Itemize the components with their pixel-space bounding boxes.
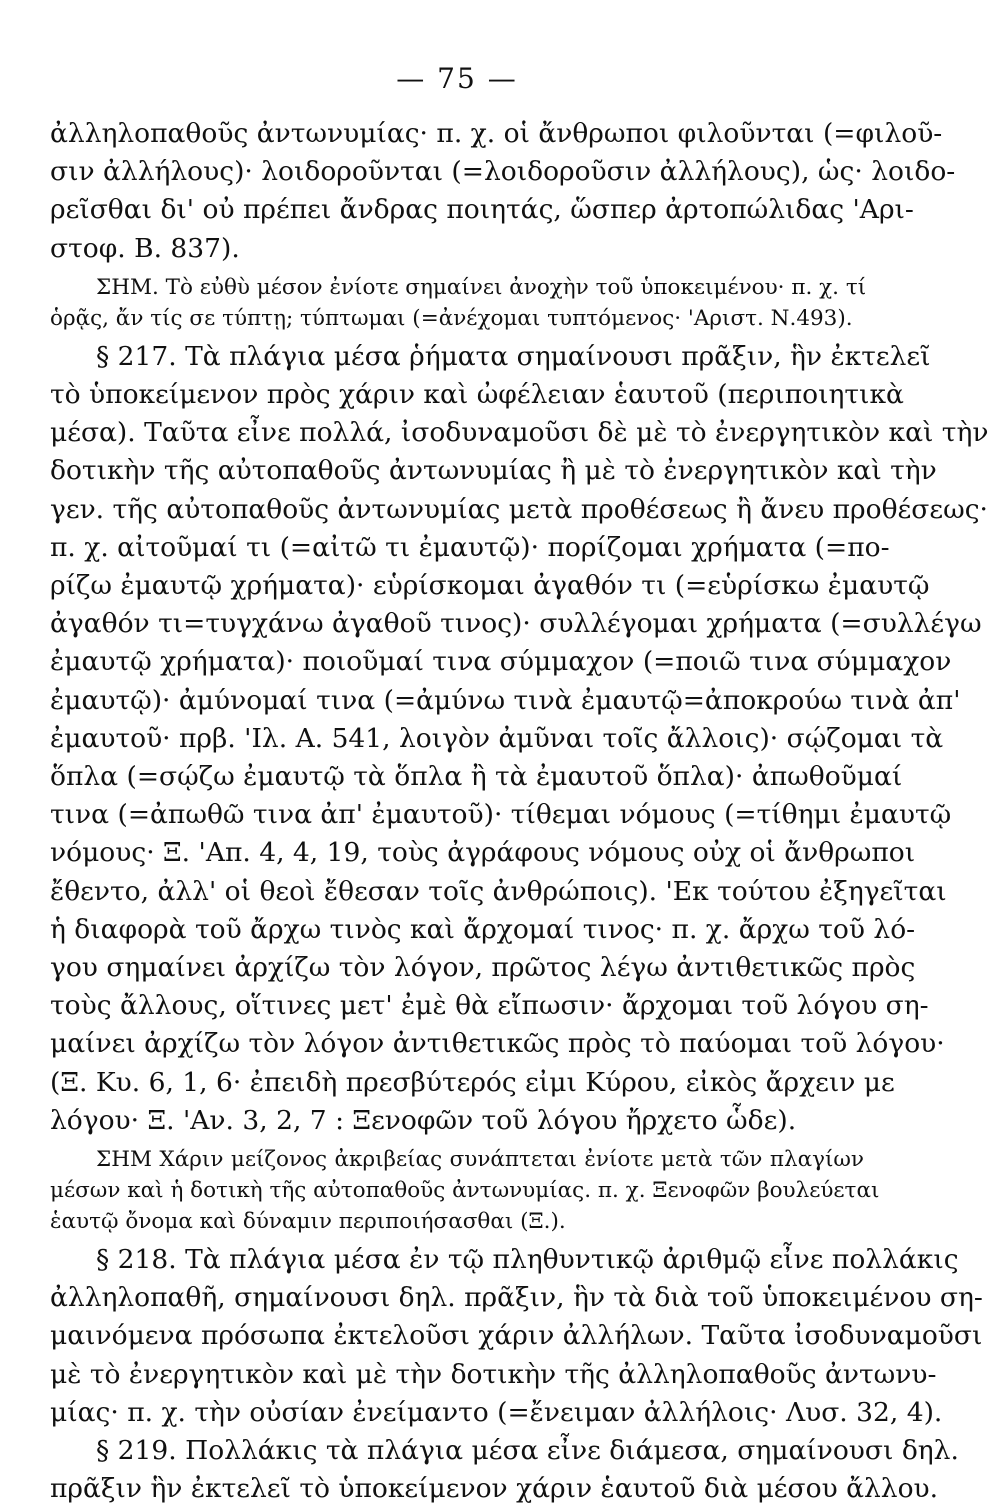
note-anochi	[50, 272, 867, 334]
text-line: ἐμαυτῷ)· ἀμύνομαί τινα (=ἀμύνω τινὰ ἐμαυτῷ=ἀποκρούω τινὰ ἀπ'	[50, 684, 961, 716]
text-line: μαινόμενα πρόσωπα ἐκτελοῦσι χάριν ἀλλήλων. Ταῦτα ἰσοδυναμοῦσι	[50, 1320, 983, 1352]
text-line: ρίζω ἐμαυτῷ χρήματα)· εὑρίσκομαι ἀγαθόν τι (=εὑρίσκω ἐμαυτῷ	[50, 570, 930, 602]
note-dotiki	[50, 1144, 880, 1237]
section-219	[50, 1432, 959, 1508]
text-line: § 219. Πολλάκις τὰ πλάγια μέσα εἶνε διάμεσα, σημαίνουσι δηλ.	[96, 1435, 959, 1467]
text-line: § 218. Τὰ πλάγια μέσα ἐν τῷ πληθυντικῷ ἀριθμῷ εἶνε πολλάκις	[96, 1244, 959, 1276]
text-line: στοφ. Β. 837).	[50, 232, 240, 264]
text-line: σιν ἀλλήλους)· λοιδοροῦνται (=λοιδοροῦσιν ἀλλήλους), ὡς· λοιδο-	[50, 156, 956, 188]
paragraph-continuation	[50, 115, 956, 268]
text-line: ἐμαυτοῦ· πρβ. 'Ιλ. Α. 541, λοιγὸν ἀμῦναι τοῖς ἄλλοις)· σῴζομαι τὰ	[50, 722, 944, 754]
text-line: μέσα). Ταῦτα εἶνε πολλά, ἰσοδυναμοῦσι δὲ μὲ τὸ ἐνεργητικὸν καὶ τὴν	[50, 417, 988, 449]
note-line: ὁρᾷς, ἄν τίς σε τύπτῃ; τύπτωμαι (=ἀνέχομαι τυπτόμενος· 'Αριστ. Ν.493).	[50, 305, 853, 331]
text-line: ἀγαθόν τι=τυγχάνω ἀγαθοῦ τινος)· συλλέγομαι χρήματα (=συλλέγω	[50, 608, 982, 640]
text-line: γου σημαίνει ἀρχίζω τὸν λόγον, πρῶτος λέγω ἀντιθετικῶς πρὸς	[50, 952, 916, 984]
text-line: τοὺς ἄλλους, οἵτινες μετ' ἐμὲ θὰ εἴπωσιν· ἄρχομαι τοῦ λόγου ση-	[50, 990, 929, 1022]
text-line: ἐμαυτῷ χρήματα)· ποιοῦμαί τινα σύμμαχον (=ποιῶ τινα σύμμαχον	[50, 646, 952, 678]
text-line: ὅπλα (=σῴζω ἐμαυτῷ τὰ ὅπλα ἢ τὰ ἐμαυτοῦ ὅπλα)· ἀπωθοῦμαί	[50, 761, 903, 793]
text-line: ρεῖσθαι δι' οὐ πρέπει ἄνδρας ποιητάς, ὥσπερ ἀρτοπώλιδας 'Αρι-	[50, 194, 914, 226]
text-line: γεν. τῆς αὐτοπαθοῦς ἀντωνυμίας μετὰ προθέσεως ἢ ἄνευ προθέσεως·	[50, 493, 988, 525]
text-line: λόγου· Ξ. 'Αν. 3, 2, 7 : Ξενοφῶν τοῦ λόγου ἤρχετο ὧδε).	[50, 1104, 797, 1136]
note-line: ΣΗΜ. Τὸ εὐθὺ μέσον ἐνίοτε σημαίνει ἀνοχὴν τοῦ ὑποκειμένου· π. χ. τί	[96, 274, 867, 300]
text-line: ἀλληλοπαθοῦς ἀντωνυμίας· π. χ. οἱ ἄνθρωποι φιλοῦνται (=φιλοῦ-	[50, 118, 943, 149]
text-line: πρᾶξιν ἣν ἐκτελεῖ τὸ ὑποκείμενον χάριν ἑαυτοῦ διὰ μέσου ἄλλου.	[50, 1473, 939, 1505]
note-line: ΣΗΜ Χάριν μείζονος ἀκριβείας συνάπτεται ἐνίοτε μετὰ τῶν πλαγίων	[96, 1147, 864, 1173]
note-line: μέσων καὶ ἡ δοτικὴ τῆς αὐτοπαθοῦς ἀντωνυμίας. π. χ. Ξενοφῶν βουλεύεται	[50, 1178, 880, 1204]
text-line: μαίνει ἀρχίζω τὸν λόγον ἀντιθετικῶς πρὸς τὸ παύομαι τοῦ λόγου·	[50, 1028, 945, 1060]
text-line: ἔθεντο, ἀλλ' οἱ θεοὶ ἔθεσαν τοῖς ἀνθρώποις). 'Εκ τούτου ἐξηγεῖται	[50, 875, 947, 907]
text-line: μίας· π. χ. τὴν οὐσίαν ἐνείμαντο (=ἔνειμαν ἀλλήλοις· Λυσ. 32, 4).	[50, 1396, 943, 1428]
text-line: νόμους· Ξ. 'Απ. 4, 4, 19, τοὺς ἀγράφους νόμους οὐχ οἱ ἄνθρωποι	[50, 837, 916, 869]
text-line: π. χ. αἰτοῦμαί τι (=αἰτῶ τι ἐμαυτῷ)· πορίζομαι χρήματα (=πο-	[50, 531, 890, 563]
text-line: § 217. Τὰ πλάγια μέσα ῥήματα σημαίνουσι πρᾶξιν, ἣν ἐκτελεῖ	[96, 340, 931, 372]
text-line: τινα (=ἀπωθῶ τινα ἀπ' ἐμαυτοῦ)· τίθεμαι νόμους (=τίθημι ἐμαυτῷ	[50, 799, 952, 831]
text-line: (Ξ. Κυ. 6, 1, 6· ἐπειδὴ πρεσβύτερός εἰμι Κύρου, εἰκὸς ἄρχειν με	[50, 1066, 895, 1098]
page-number: — 75 —	[396, 62, 518, 95]
text-line: τὸ ὑποκείμενον πρὸς χάριν καὶ ὠφέλειαν ἑαυτοῦ (περιποιητικὰ	[50, 379, 904, 411]
text-line: ἀλληλοπαθῆ, σημαίνουσι δηλ. πρᾶξιν, ἣν τὰ διὰ τοῦ ὑποκειμένου ση-	[50, 1282, 983, 1314]
text-line: μὲ τὸ ἐνεργητικὸν καὶ μὲ τὴν δοτικὴν τῆς ἀλληλοπαθοῦς ἀντωνυ-	[50, 1358, 937, 1390]
section-217	[50, 338, 988, 1140]
note-line: ἑαυτῷ ὄνομα καὶ δύναμιν περιποιήσασθαι (Ξ.).	[50, 1209, 566, 1235]
text-line: δοτικὴν τῆς αὐτοπαθοῦς ἀντωνυμίας ἢ μὲ τὸ ἐνεργητικὸν καὶ τὴν	[50, 455, 937, 487]
section-218	[50, 1241, 983, 1432]
text-line: ἡ διαφορὰ τοῦ ἄρχω τινὸς καὶ ἄρχομαί τινος· π. χ. ἄρχω τοῦ λό-	[50, 913, 916, 945]
